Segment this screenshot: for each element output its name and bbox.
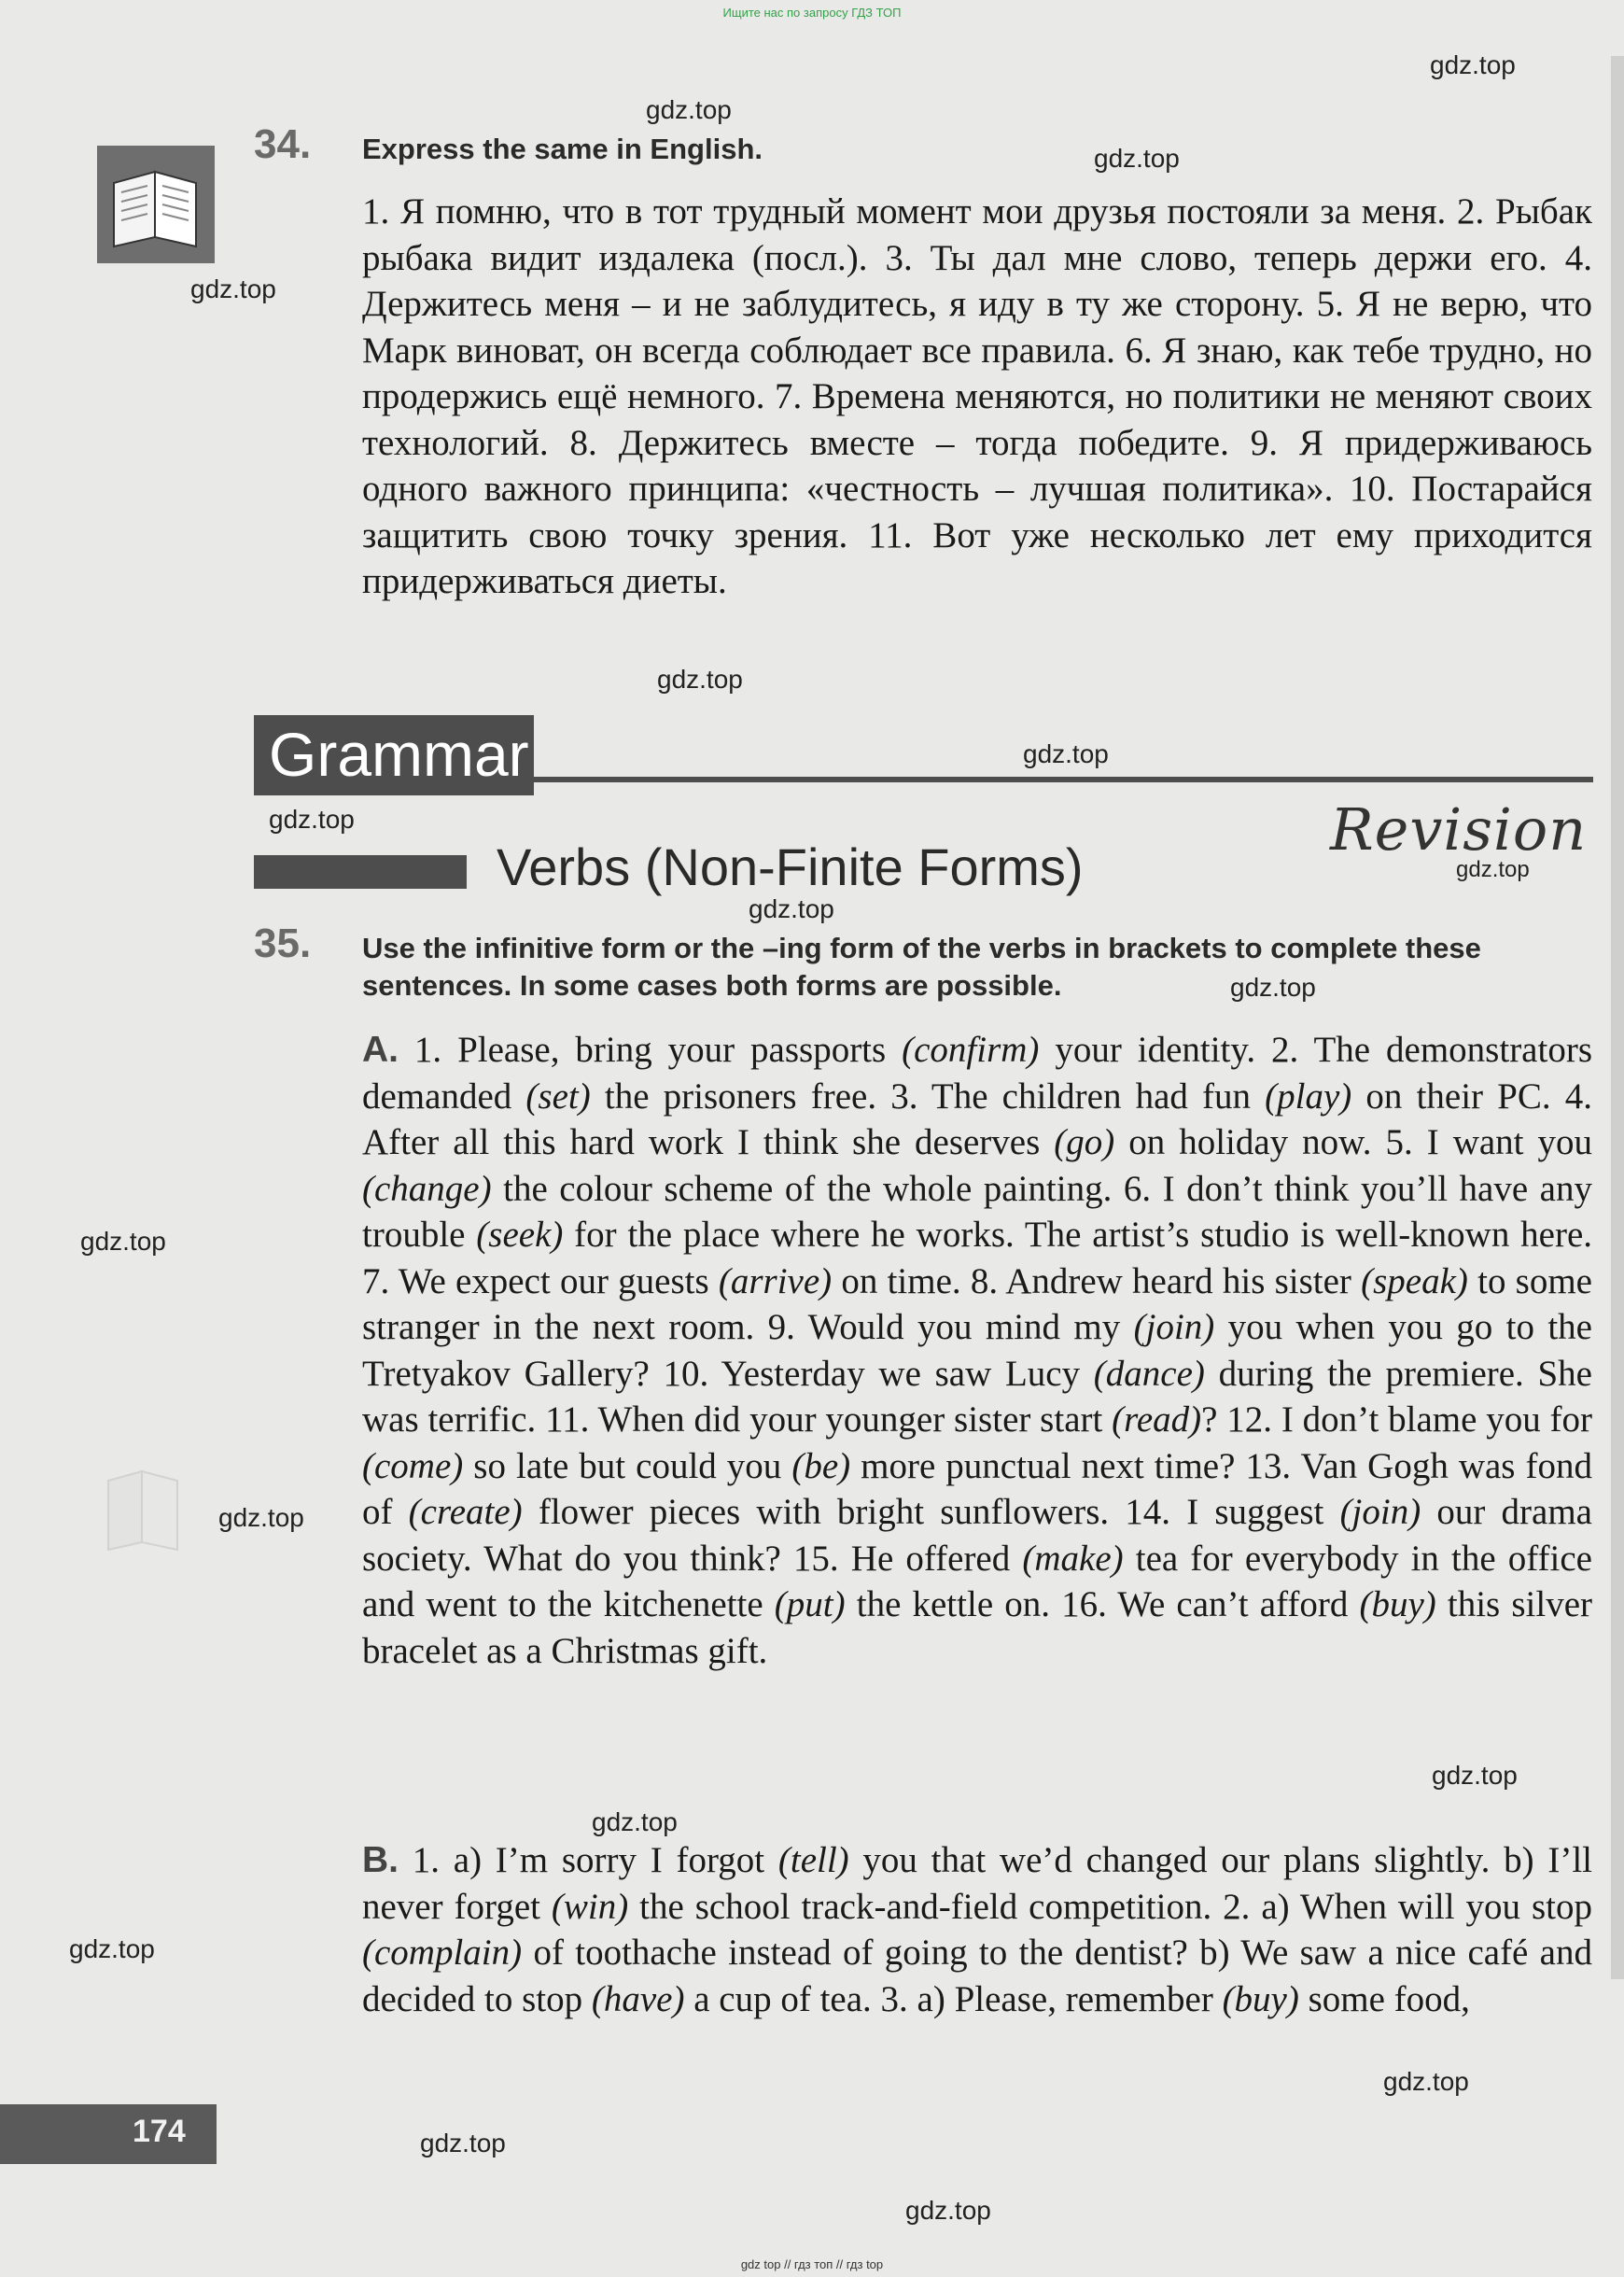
sentence-text: the kettle on. 16. We can’t afford	[845, 1584, 1360, 1624]
footer-notice: gdz top // гдз топ // гдз top	[740, 2257, 884, 2271]
sentence-text: 1. a) I’m sorry I forgot	[399, 1840, 778, 1880]
exercise-34-text	[362, 189, 1592, 605]
verb-prompt: (read)	[1112, 1399, 1202, 1440]
watermark: gdz.top	[269, 805, 355, 834]
verb-prompt: (dance)	[1093, 1353, 1205, 1394]
sentence-text: 1. Please, bring your passports	[399, 1030, 903, 1070]
exercise-35-instruction: Use the infinitive form or the –ing form of the verbs in brackets to complete these sentences. In some cases both forms are possible.	[362, 932, 1481, 1002]
watermark: gdz.top	[1456, 857, 1530, 882]
sentence-text: for the place where he works. The artist’s studio is well-known here. 7. We expect our guests	[362, 1215, 1593, 1301]
verb-prompt: (set)	[525, 1075, 591, 1117]
verb-prompt: (speak)	[1361, 1260, 1468, 1301]
watermark: gdz.top	[749, 894, 834, 923]
sentence-text: the school track-and-field competition. 2. a) When will you stop	[628, 1886, 1592, 1927]
watermark: gdz.top	[1430, 50, 1516, 79]
verb-prompt: (tell)	[777, 1840, 849, 1880]
part-a-label: A.	[362, 1030, 399, 1070]
sentence-text: our drama society. What do you think? 15. He offered	[362, 1492, 1592, 1579]
watermark: gdz.top	[657, 665, 743, 694]
exercise-35-number: 35.	[254, 921, 312, 966]
sentence-text: of toothache instead of going to the dentist? b) We saw a nice café and decided to stop	[362, 1933, 1592, 2019]
verb-prompt: (buy)	[1359, 1584, 1436, 1624]
watermark: gdz.top	[1023, 739, 1109, 768]
verb-prompt: (confirm)	[902, 1030, 1040, 1070]
sentence-text: tea for everybody in the office and went to the kitchenette	[362, 1538, 1592, 1624]
verb-prompt: (create)	[408, 1492, 523, 1532]
watermark: gdz.top	[905, 2196, 991, 2225]
watermark: gdz.top	[69, 1934, 155, 1963]
sentence-text: the prisoners free. 3. The children had fun	[590, 1075, 1266, 1117]
watermark: gdz.top	[1094, 144, 1180, 173]
page-edge-shade	[1611, 56, 1624, 1979]
sentence-text: this silver bracelet as a Christmas gift.	[362, 1584, 1593, 1671]
open-book-icon	[97, 146, 215, 263]
grammar-rule-line	[534, 777, 1593, 782]
verb-prompt: (be)	[791, 1445, 851, 1486]
watermark: gdz.top	[1230, 973, 1316, 1002]
grammar-header	[254, 715, 1593, 795]
verb-prompt: (seek)	[476, 1215, 564, 1255]
watermark: gdz.top	[80, 1227, 166, 1256]
verb-prompt: (have)	[591, 1978, 685, 2019]
sentence-text: you when you go to the Tretyakov Gallery? 10. Yesterday we saw Lucy	[362, 1307, 1592, 1394]
sentence-text: on time. 8. Andrew heard his sister	[832, 1260, 1362, 1301]
watermark: gdz.top	[1432, 1761, 1518, 1790]
verb-prompt: (put)	[774, 1584, 846, 1624]
sentence-text: your identity. 2. The demonstrators demanded	[362, 1030, 1592, 1117]
sentence-text: on their PC. 4. After all this hard work I think she deserves	[362, 1075, 1593, 1162]
verb-prompt: (change)	[362, 1168, 492, 1209]
sentence-text: on holiday now. 5. I want you	[1114, 1122, 1592, 1162]
sentence-text: a cup of tea. 3. a) Please, remember	[684, 1978, 1223, 2019]
sentence-text: more punctual next time? 13. Van Gogh was fond of	[362, 1445, 1592, 1532]
grammar-title: Grammar	[269, 720, 529, 789]
revision-label: Revision	[1330, 795, 1588, 864]
verb-prompt: (arrive)	[718, 1260, 833, 1301]
verb-prompt: (buy)	[1222, 1978, 1299, 2019]
verb-prompt: (come)	[362, 1445, 464, 1486]
exercise-34-paragraph: 1. Я помню, что в тот трудный момент мои друзья постояли за меня. 2. Рыбак рыбака видит издалека (посл.). 3. Ты дал мне слово, теперь держи его. 4. Держитесь меня – и не заблудитесь, я иду в ту же сторону. 5. Я не верю, что Марк виноват, он всегда соблюдает все правила. 6. Я знаю, как тебе трудно, но продержись ещё немного. 7. Времена меняются, но политики не меняют своих технологий. 8. Держитесь вместе – тогда победите. 9. Я придерживаюсь одного важного принципа: «честность – лучшая политика». 10. Постарайся защитить свою точку зрения. 11. Вот уже несколько лет ему приходится придерживаться диеты.	[362, 191, 1592, 601]
part-a-paragraph	[362, 1027, 1592, 1674]
verb-prompt: (join)	[1133, 1307, 1215, 1347]
watermark: gdz.top	[420, 2129, 506, 2158]
header-notice: Ищите нас по запросу ГДЗ ТОП	[722, 6, 902, 20]
sentence-text: so late but could you	[463, 1445, 792, 1486]
verb-prompt: (make)	[1022, 1538, 1124, 1579]
sentence-text: flower pieces with bright sunflowers. 14. I suggest	[522, 1492, 1340, 1532]
verb-prompt: (complain)	[362, 1933, 523, 1973]
faint-book-icon	[101, 1462, 185, 1555]
page-number: 174	[133, 2114, 186, 2149]
part-b-content	[362, 1840, 1592, 2019]
watermark: gdz.top	[218, 1503, 304, 1532]
verb-prompt: (go)	[1054, 1122, 1115, 1162]
watermark: gdz.top	[190, 274, 276, 303]
part-a-content	[362, 1030, 1592, 1671]
sentence-text: the colour scheme of the whole painting. 6. I don’t think you’ll have any trouble	[362, 1168, 1592, 1255]
sentence-text: to some stranger in the next room. 9. Would you mind my	[362, 1260, 1592, 1347]
part-b-paragraph	[362, 1837, 1592, 2022]
verbs-section-title: Verbs (Non-Finite Forms)	[497, 837, 1084, 896]
exercise-34-number: 34.	[254, 121, 312, 167]
verb-prompt: (win)	[551, 1886, 629, 1927]
watermark: gdz.top	[592, 1807, 678, 1836]
sentence-text: you that we’d changed our plans slightly. b) I’ll never forget	[362, 1840, 1592, 1927]
verb-prompt: (join)	[1339, 1492, 1421, 1532]
part-b-label: B.	[362, 1840, 399, 1880]
exercise-34-instruction: Express the same in English.	[362, 133, 763, 165]
sentence-text: some food,	[1298, 1978, 1470, 2019]
verb-prompt: (play)	[1265, 1075, 1352, 1117]
exercise-35-part-b	[362, 1837, 1592, 2022]
watermark: gdz.top	[1383, 2067, 1469, 2096]
sentence-text: ? 12. I don’t blame you for	[1201, 1399, 1593, 1440]
verbs-title-bar	[254, 855, 467, 889]
watermark: gdz.top	[646, 95, 732, 124]
sentence-text: during the premiere. She was terrific. 11. When did your younger sister start	[362, 1353, 1592, 1440]
exercise-35-part-a	[362, 1027, 1592, 1674]
